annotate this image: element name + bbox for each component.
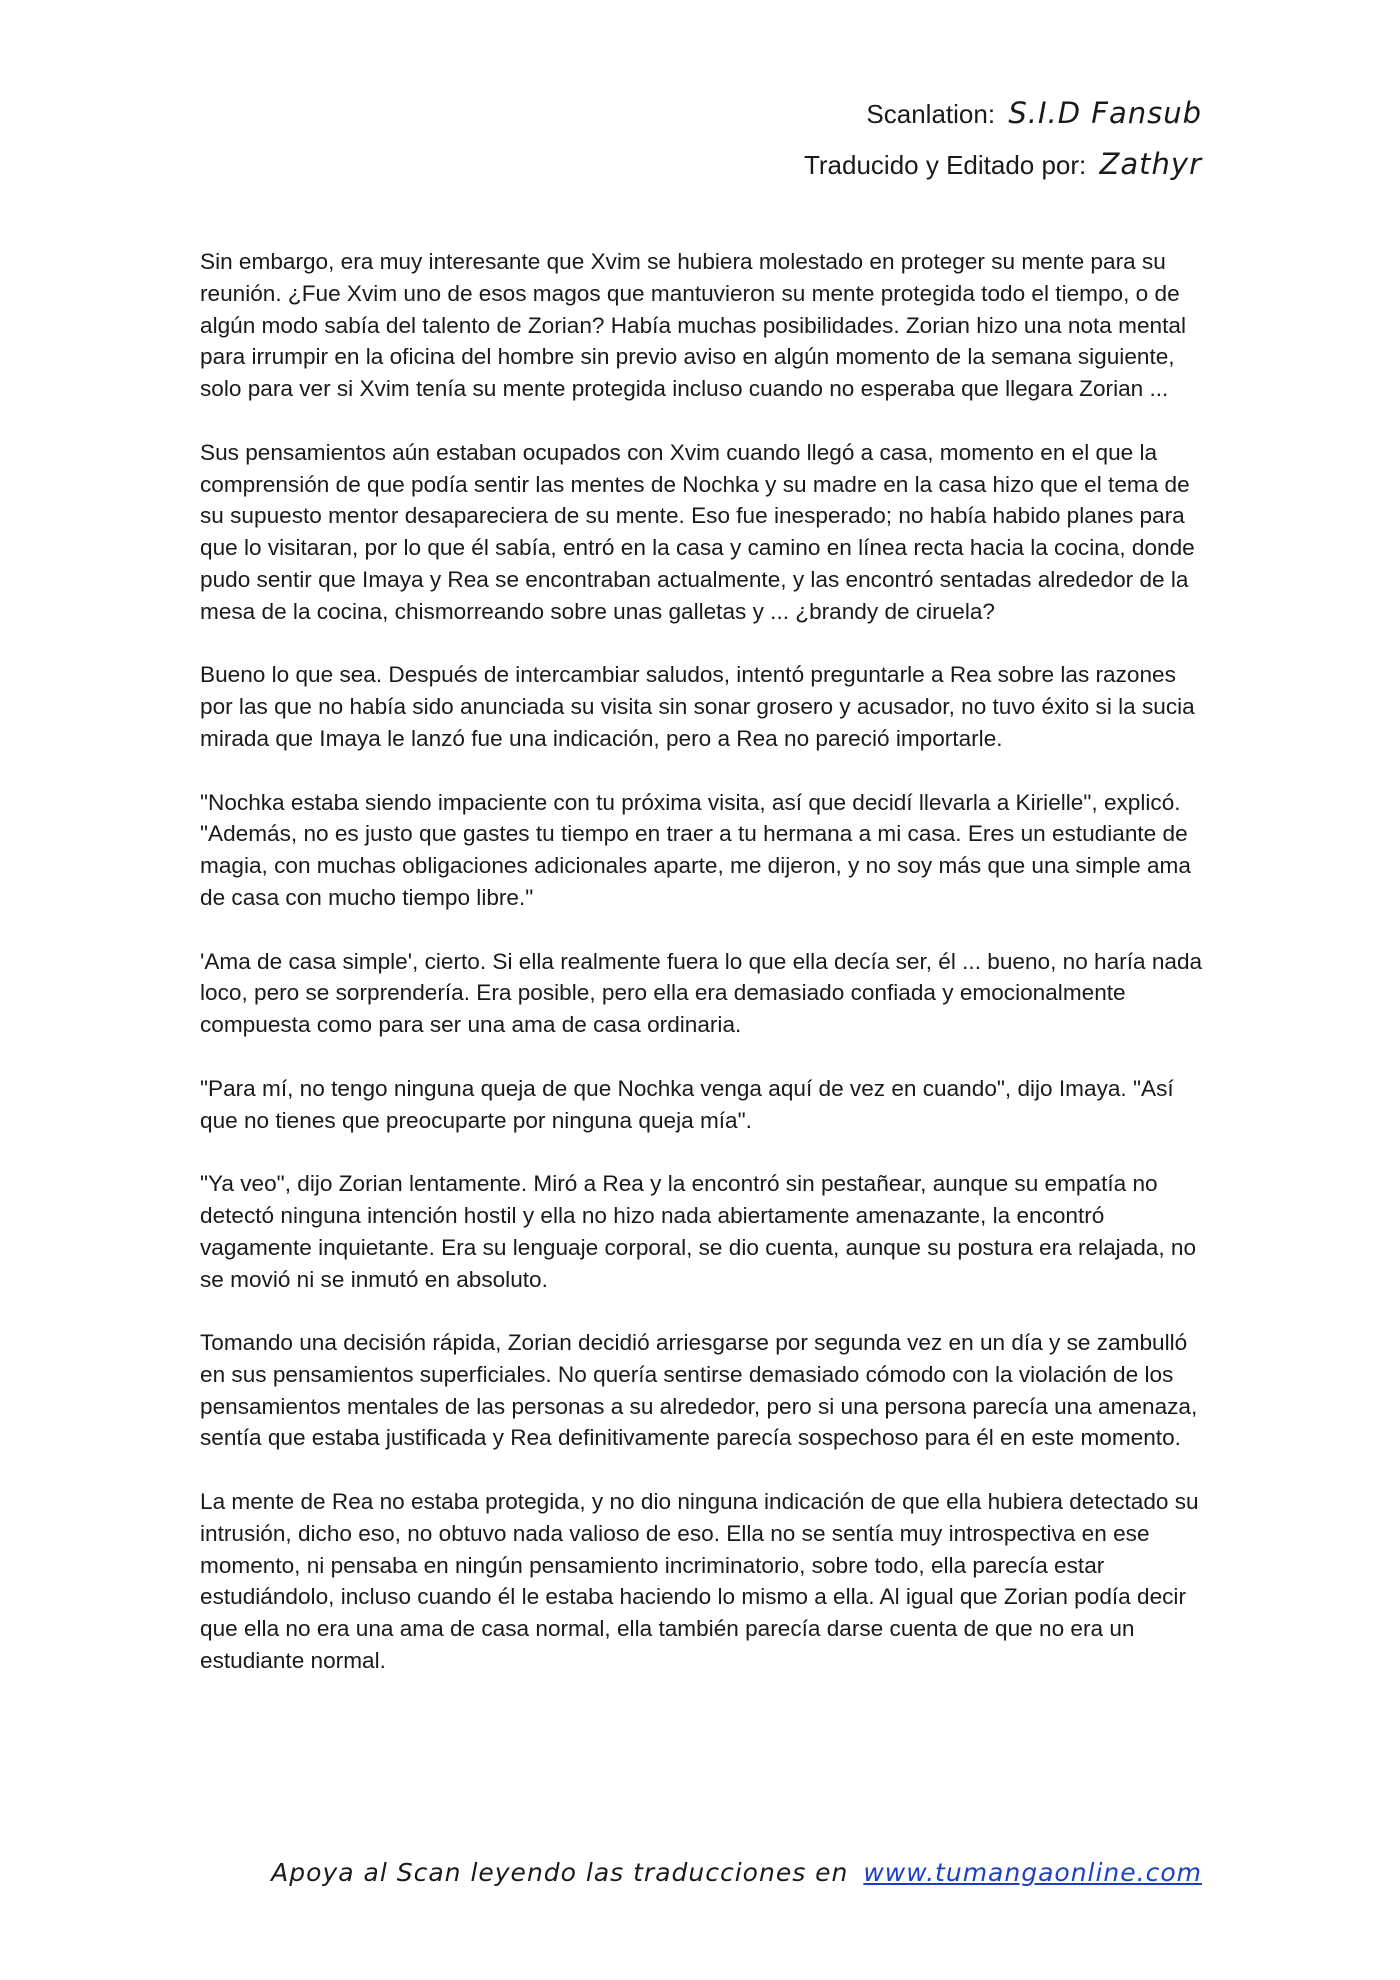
paragraph: Sin embargo, era muy interesante que Xvim se hubiera molestado en proteger su mente para su reunión. ¿Fue Xvim uno de esos magos que mantuvieron su mente protegida todo el tiempo, o de algún modo sabía del talento de Zorian? Había muchas posibilidades. Zorian hizo una nota mental para irrumpir en la oficina del hombre sin previo aviso en algún momento de la semana siguiente, solo para ver si Xvim tenía su mente protegida incluso cuando no esperaba que llegara Zorian ... [200,249,1186,402]
document-body [200,246,1210,1709]
paragraph: Tomando una decisión rápida, Zorian decidió arriesgarse por segunda vez en un día y se zambulló en sus pensamientos superficiales. No quería sentirse demasiado cómodo con la violación de los pensamientos mentales de las personas a su alrededor, pero si una persona parecía una amenaza, sentía que estaba justificada y Rea definitivamente parecía sospechoso para él en este momento. [200,1330,1198,1451]
paragraph: "Ya veo", dijo Zorian lentamente. Miró a Rea y la encontró sin pestañear, aunque su empatía no detectó ninguna intención hostil y ella no hizo nada abiertamente amenazante, la encontró vagamente inquietante. Era su lenguaje corporal, se dio cuenta, aunque su postura era relajada, no se movió ni se inmutó en absoluto. [200,1171,1197,1292]
translator-credit [804,139,1202,190]
footer-text: Apoya al Scan leyendo las traducciones en [271,1858,849,1887]
footer-link[interactable]: www.tumangaonline.com [863,1858,1202,1887]
scanlation-label: Scanlation: [866,99,996,129]
paragraph: Bueno lo que sea. Después de intercambiar saludos, intentó preguntarle a Rea sobre las razones por las que no había sido anunciada su visita sin sonar grosero y acusador, no tuvo éxito si la sucia mirada que Imaya le lanzó fue una indicación, pero a Rea no pareció importarle. [200,662,1195,751]
translator-label: Traducido y Editado por: [803,150,1087,180]
credits-block [804,88,1202,190]
scanlation-credit [804,88,1202,139]
translator-name: Zathyr [1099,147,1202,181]
paragraph: "Para mí, no tengo ninguna queja de que Nochka venga aquí de vez en cuando", dijo Imaya. "Así que no tienes que preocuparte por ninguna queja mía". [200,1075,1174,1133]
paragraph: Sus pensamientos aún estaban ocupados con Xvim cuando llegó a casa, momento en el que la comprensión de que podía sentir las mentes de Nochka y su madre en la casa hizo que el tema de su supuesto mentor desapareciera de su mente. Eso fue inesperado; no había habido planes para que lo visitaran, por lo que él sabía, entró en la casa y camino en línea recta hacia la cocina, donde pudo sentir que Imaya y Rea se encontraban actualmente, y las encontró sentadas alrededor de la mesa de la cocina, chismorreando sobre unas galletas y ... ¿brandy de ciruela? [200,439,1195,624]
scanlation-group: S.I.D Fansub [1008,96,1202,130]
footer-note [271,1858,1202,1887]
paragraph: "Nochka estaba siendo impaciente con tu próxima visita, así que decidí llevarla a Kirielle", explicó. "Además, no es justo que gastes tu tiempo en traer a tu hermana a mi casa. Eres un estudiante de magia, con muchas obligaciones adicionales aparte, me dijeron, y no soy más que una simple ama de casa con mucho tiempo libre." [200,789,1191,910]
paragraph: 'Ama de casa simple', cierto. Si ella realmente fuera lo que ella decía ser, él ... bueno, no haría nada loco, pero se sorprendería. Era posible, pero ella era demasiado confiada y emocionalmente compuesta como para ser una ama de casa ordinaria. [200,948,1203,1038]
paragraph: La mente de Rea no estaba protegida, y no dio ninguna indicación de que ella hubiera detectado su intrusión, dicho eso, no obtuvo nada valioso de eso. Ella no se sentía muy introspectiva en ese momento, ni pensaba en ningún pensamiento incriminatorio, sobre todo, ella parecía estar estudiándolo, incluso cuando él le estaba haciendo lo mismo a ella. Al igual que Zorian podía decir que ella no era una ama de casa normal, ella también parecía darse cuenta de que no era un estudiante normal. [200,1489,1199,1674]
